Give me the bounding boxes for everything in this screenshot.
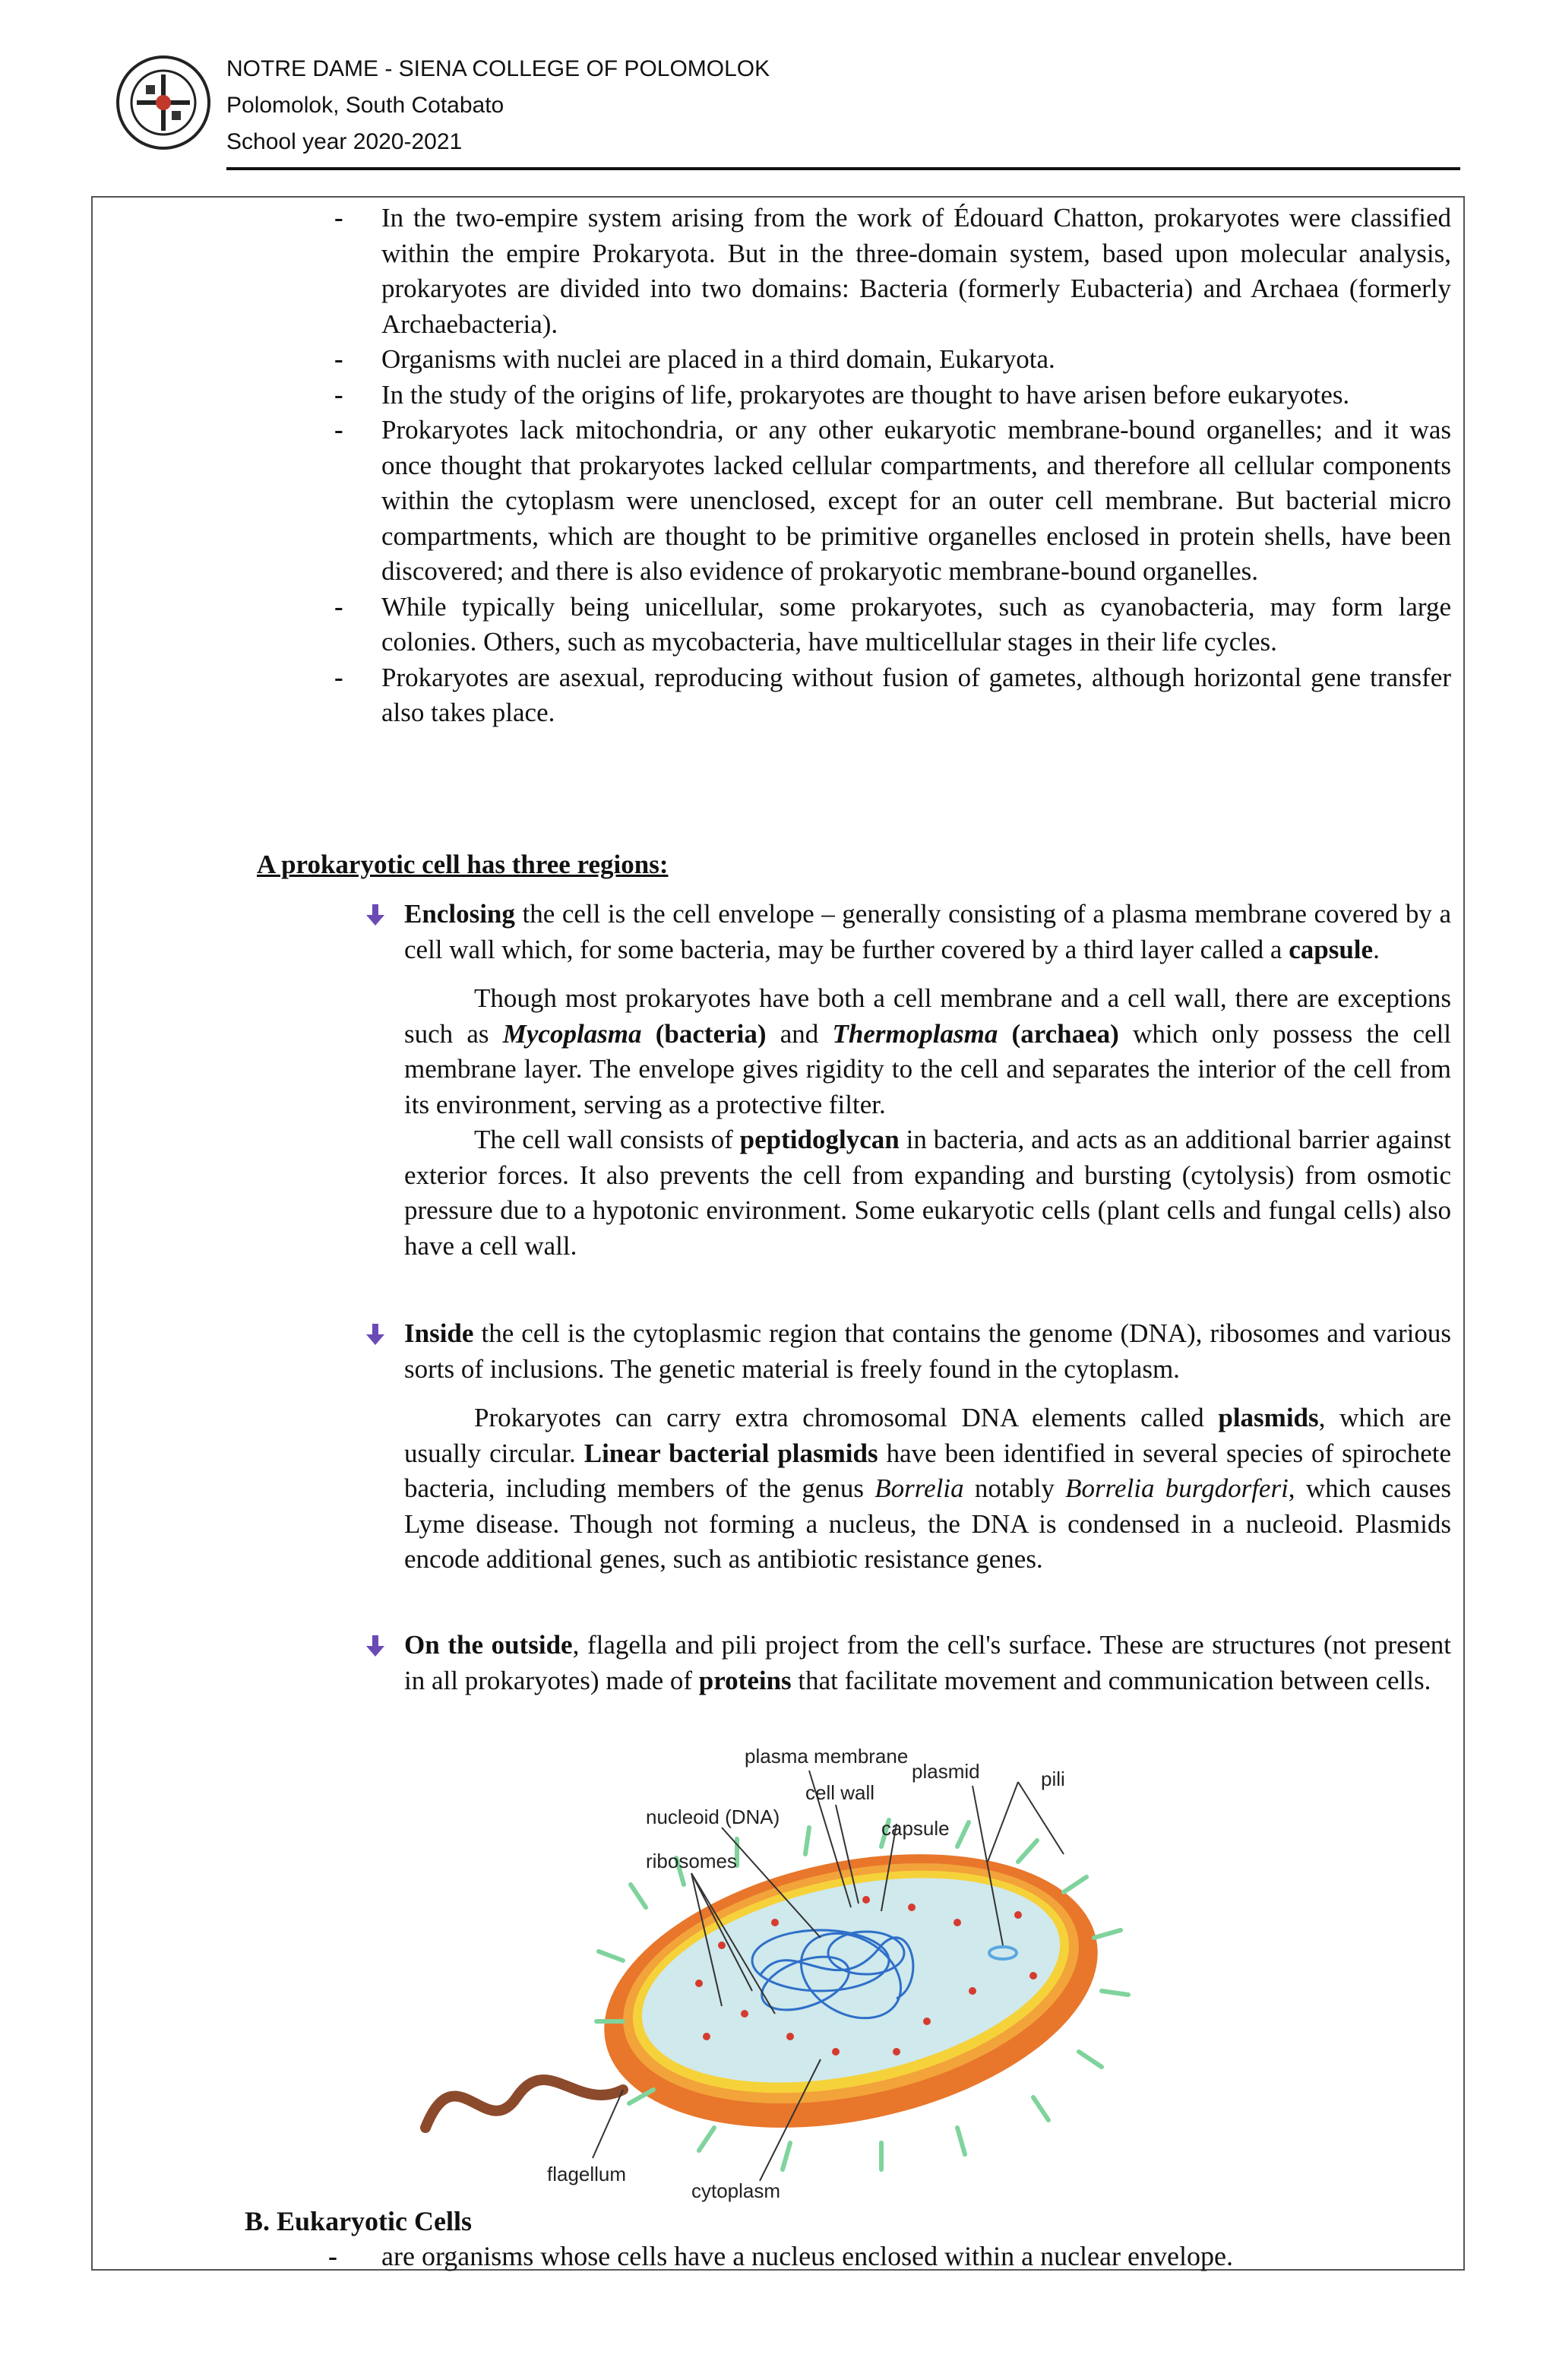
cell-wall-paragraph — [404, 1122, 1451, 1264]
list-item — [404, 897, 1451, 967]
plasmids-term: plasmids — [1218, 1403, 1319, 1432]
list-item — [334, 342, 1451, 378]
dash-bullet: - — [334, 415, 343, 445]
label-flagellum: flagellum — [547, 2163, 627, 2185]
peptidoglycan-term: peptidoglycan — [739, 1125, 900, 1154]
label-cell-wall: cell wall — [805, 1781, 875, 1804]
dash-bullet: - — [334, 591, 343, 622]
paragraph-text: , which causes Lyme disease. Though not forming a nucleus, the DNA is condensed in a nucleoid. Plasmids encode additional genes, such as antibiotic resistance genes. — [404, 1473, 1451, 1574]
paragraph-text: Prokaryotes can carry extra chromosomal DNA elements called — [474, 1403, 1219, 1432]
enclosing-text-end: . — [1373, 934, 1380, 964]
list-item — [334, 413, 1451, 590]
enclosing-paragraph — [404, 981, 1451, 1122]
borrelia-term: Borrelia — [874, 1473, 964, 1503]
paragraph-text: Though most prokaryotes have both a cell membrane and a cell wall, there are exceptions such as — [404, 983, 1451, 1049]
regions-heading: A prokaryotic cell has three regions: — [257, 850, 669, 879]
paragraph-text: and — [766, 1018, 833, 1049]
label-pili: pili — [1041, 1768, 1065, 1790]
bullet-text: Prokaryotes lack mitochondria, or any other eukaryotic membrane-bound organelles; and it was once thought that prokaryotes lacked cellular compartments, and therefore all cellular components within the cytoplasm were unenclosed, except for an outer cell membrane. But bacterial micro compartments, which are thought to be primitive organelles enclosed in protein shells, have been discovered; and there is also evidence of prokaryotic membrane-bound organelles. — [381, 415, 1451, 586]
prokaryotic-cell-diagram — [395, 1733, 1307, 2204]
school-location: Polomolok, South Cotabato — [226, 93, 504, 118]
label-ribosomes: ribosomes — [646, 1850, 737, 1872]
dash-bullet: - — [328, 2241, 337, 2271]
capsule-term: capsule — [1289, 934, 1374, 964]
list-item — [334, 660, 1451, 731]
label-nucleoid: nucleoid (DNA) — [646, 1806, 780, 1828]
list-item — [334, 201, 1451, 342]
linear-plasmids-term: Linear bacterial plasmids — [584, 1438, 878, 1468]
school-name: NOTRE DAME - SIENA COLLEGE OF POLOMOLOK — [226, 56, 770, 81]
inside-section — [404, 1316, 1451, 1578]
section-b-heading: B. Eukaryotic Cells — [245, 2206, 473, 2236]
school-seal-icon — [114, 53, 213, 152]
down-arrow-bullet-icon — [363, 1634, 387, 1658]
outside-lead: On the outside — [404, 1630, 573, 1660]
dash-bullet: - — [334, 379, 343, 410]
bullet-text: While typically being unicellular, some prokaryotes, such as cyanobacteria, may form large colonies. Others, such as mycobacteria, have multicellular stages in their life cycles. — [381, 591, 1451, 657]
enclosing-section — [404, 897, 1451, 1264]
proteins-term: proteins — [698, 1665, 792, 1695]
dash-bullet: - — [334, 203, 343, 233]
flagellum-shape — [425, 2080, 623, 2128]
down-arrow-bullet-icon — [363, 1322, 387, 1347]
borrelia-burgdorferi-term: Borrelia burgdorferi — [1065, 1473, 1289, 1503]
label-capsule: capsule — [881, 1817, 950, 1840]
paragraph-text: , which are usually circular. — [404, 1403, 1451, 1468]
school-year: School year 2020-2021 — [226, 129, 463, 154]
header-divider — [226, 167, 1460, 170]
bullet-text: In the study of the origins of life, prokaryotes are thought to have arisen before eukaryotes. — [381, 379, 1350, 410]
down-arrow-bullet-icon — [363, 903, 387, 927]
section-b-bullet: are organisms whose cells have a nucleus enclosed within a nuclear envelope. — [381, 2241, 1233, 2271]
outside-text-end: that facilitate movement and communication between cells. — [791, 1665, 1431, 1695]
bullet-text: Organisms with nuclei are placed in a third domain, Eukaryota. — [381, 344, 1055, 374]
list-item — [404, 1316, 1451, 1387]
enclosing-lead: Enclosing — [404, 899, 515, 929]
bullet-text: In the two-empire system arising from the work of Édouard Chatton, prokaryotes were classified within the empire Prokaryota. But in the three-domain system, based upon molecular analysis, prokaryotes are divided into two domains: Bacteria (formerly Eubacteria) and Archaea (formerly Archaebacteria). — [381, 203, 1451, 339]
intro-bullet-list — [334, 201, 1451, 731]
enclosing-text: the cell is the cell envelope – generally consisting of a plasma membrane covered by a cell wall which, for some bacteria, may be further covered by a third layer called a — [404, 899, 1451, 964]
label-plasma-membrane: plasma membrane — [745, 1745, 909, 1768]
outside-section — [404, 1628, 1451, 1698]
list-item — [334, 378, 1451, 413]
paragraph-text: notably — [963, 1473, 1066, 1503]
list-item — [404, 1628, 1451, 1698]
mycoplasma-term: Mycoplasma — [502, 1018, 642, 1049]
bacteria-term: (bacteria) — [641, 1018, 767, 1049]
bullet-text: Prokaryotes are asexual, reproducing without fusion of gametes, although horizontal gene transfer also takes place. — [381, 662, 1451, 727]
dash-bullet: - — [334, 662, 343, 692]
paragraph-text: The cell wall consists of — [474, 1125, 740, 1154]
school-logo — [114, 53, 213, 152]
dash-bullet: - — [334, 344, 343, 374]
plasmids-paragraph — [404, 1400, 1451, 1578]
inside-lead: Inside — [404, 1318, 474, 1348]
paragraph-text: have been identified in several species of spirochete bacteria, including members of the genus — [404, 1438, 1452, 1503]
paragraph-text: which only possess the cell membrane layer. The envelope gives rigidity to the cell and separates the interior of the cell from its environment, serving as a protective filter. — [404, 1018, 1452, 1119]
paragraph-text: in bacteria, and acts as an additional barrier against exterior forces. It also prevents the cell from expanding and bursting (cytolysis) from osmotic pressure due to a hypotonic environment. Some eukaryotic cells (plant cells and fungal cells) also have a cell wall. — [404, 1125, 1451, 1261]
thermoplasma-term: Thermoplasma — [832, 1018, 998, 1049]
label-plasmid: plasmid — [912, 1760, 980, 1783]
label-cytoplasm: cytoplasm — [691, 2179, 781, 2202]
outside-text: , flagella and pili project from the cell's surface. These are structures (not present in all prokaryotes) made of — [404, 1630, 1452, 1695]
inside-text: the cell is the cytoplasmic region that contains the genome (DNA), ribosomes and various sorts of inclusions. The genetic material is freely found in the cytoplasm. — [404, 1318, 1451, 1384]
list-item — [334, 590, 1451, 660]
archaea-term: (archaea) — [998, 1018, 1119, 1049]
